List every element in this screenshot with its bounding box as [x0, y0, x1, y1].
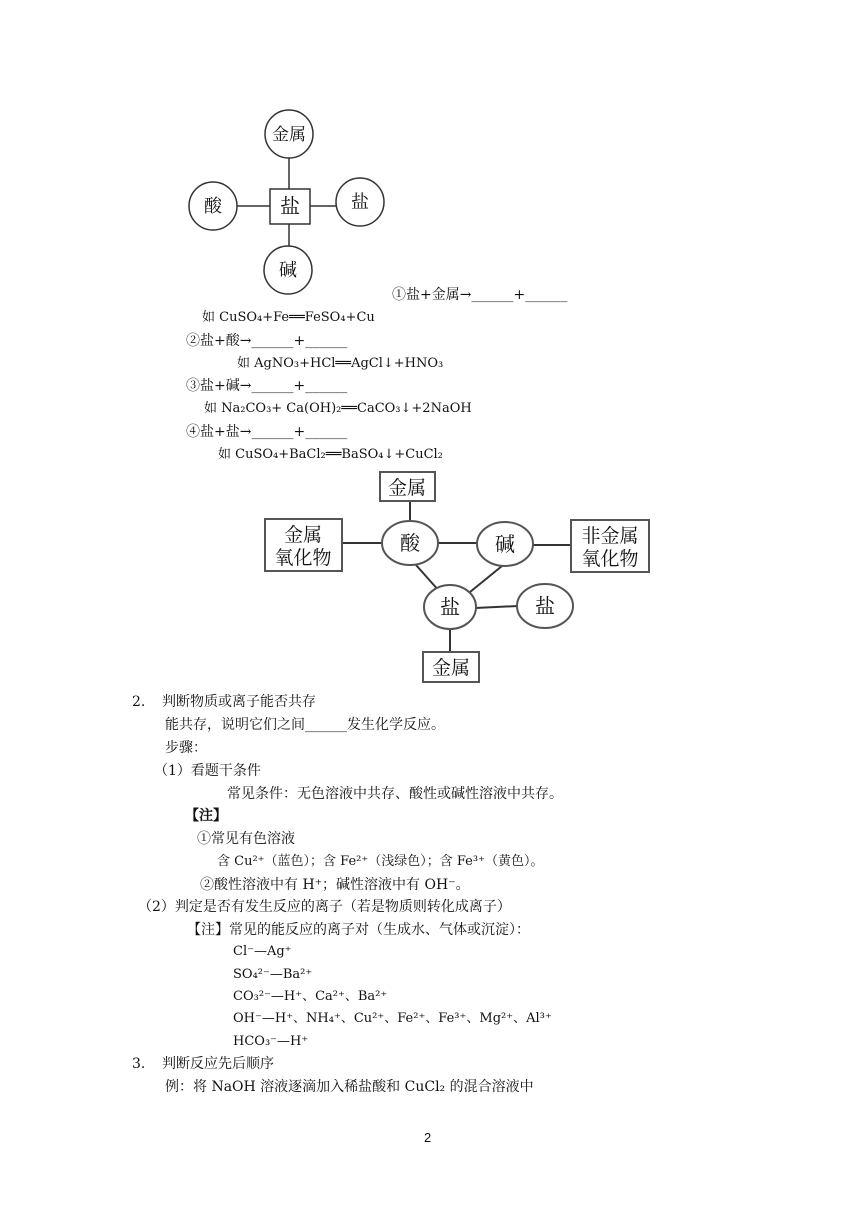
label-nonmetal-oxide-2: 氧化物 — [581, 548, 639, 570]
label-nonmetal-oxide-1: 非金属 — [581, 525, 639, 547]
label-salt-center2: 盐 — [440, 595, 460, 619]
page-number: 2 — [424, 1130, 432, 1145]
label-salt-right: 盐 — [351, 192, 369, 213]
step-1: （1）看题干条件 — [154, 763, 261, 779]
ion-pair-1: Cl⁻—Ag⁺ — [233, 944, 292, 959]
note-1-detail: 含 Cu²⁺（蓝色）；含 Fe²⁺（浅绿色）；含 Fe³⁺（黄色）。 — [217, 854, 544, 869]
reaction-1-example: 如 CuSO₄+Fe══FeSO₄+Cu — [202, 310, 375, 325]
ion-pair-2: SO₄²⁻—Ba²⁺ — [233, 967, 313, 982]
step-2: （2）判定是否有发生反应的离子（若是物质则转化成离子） — [138, 899, 511, 915]
section-3-heading: 判断反应先后顺序 — [162, 1056, 274, 1072]
ion-pair-4: OH⁻—H⁺、NH₄⁺、Cu²⁺、Fe²⁺、Fe³⁺、Mg²⁺、Al³⁺ — [233, 1011, 552, 1026]
step-1-detail: 常见条件：无色溶液中共存、酸性或碱性溶液中共存。 — [227, 786, 563, 802]
section-2-number: 2. — [132, 694, 146, 710]
label-acid: 酸 — [204, 196, 222, 217]
ion-pair-5: HCO₃⁻—H⁺ — [233, 1034, 309, 1049]
label-salt-right2: 盐 — [535, 594, 555, 618]
note-1: ①常见有色溶液 — [197, 831, 295, 847]
steps-label: 步骤： — [165, 740, 207, 756]
label-top-metal: 金属 — [387, 477, 427, 499]
note-3: 【注】常见的能反应的离子对（生成水、气体或沉淀）： — [187, 922, 530, 938]
section-3-number: 3. — [132, 1056, 146, 1072]
reaction-4-title: ④盐+盐→______+______ — [186, 424, 348, 440]
label-base: 碱 — [279, 260, 297, 281]
reaction-4-example: 如 CuSO₄+BaCl₂══BaSO₄↓+CuCl₂ — [218, 447, 443, 462]
label-salt-center: 盐 — [280, 194, 300, 218]
label-metal: 金属 — [272, 125, 306, 145]
label-metal-oxide-1: 金属 — [283, 524, 323, 546]
reaction-3-example: 如 Na₂CO₃+ Ca(OH)₂══CaCO₃↓+2NaOH — [204, 401, 472, 416]
label-bottom-metal: 金属 — [431, 657, 471, 679]
note-2: ②酸性溶液中有 H⁺；碱性溶液中有 OH⁻。 — [200, 877, 470, 893]
label-acid2: 酸 — [400, 531, 420, 555]
note-label: 【注】 — [185, 808, 227, 824]
label-base2: 碱 — [495, 532, 515, 556]
reaction-2-title: ②盐+酸→______+______ — [186, 333, 348, 349]
reaction-3-title: ③盐+碱→______+______ — [186, 378, 348, 394]
reaction-1-title: ①盐+金属→______+______ — [392, 287, 568, 303]
section-2-heading: 判断物质或离子能否共存 — [162, 694, 316, 710]
label-metal-oxide-2: 氧化物 — [274, 547, 332, 569]
ion-pair-3: CO₃²⁻—H⁺、Ca²⁺、Ba²⁺ — [233, 989, 388, 1004]
section-3-example: 例：将 NaOH 溶液逐滴加入稀盐酸和 CuCl₂ 的混合溶液中 — [165, 1079, 534, 1095]
section-2-intro: 能共存，说明它们之间______发生化学反应。 — [165, 717, 445, 733]
reaction-2-example: 如 AgNO₃+HCl══AgCl↓+HNO₃ — [237, 356, 444, 371]
